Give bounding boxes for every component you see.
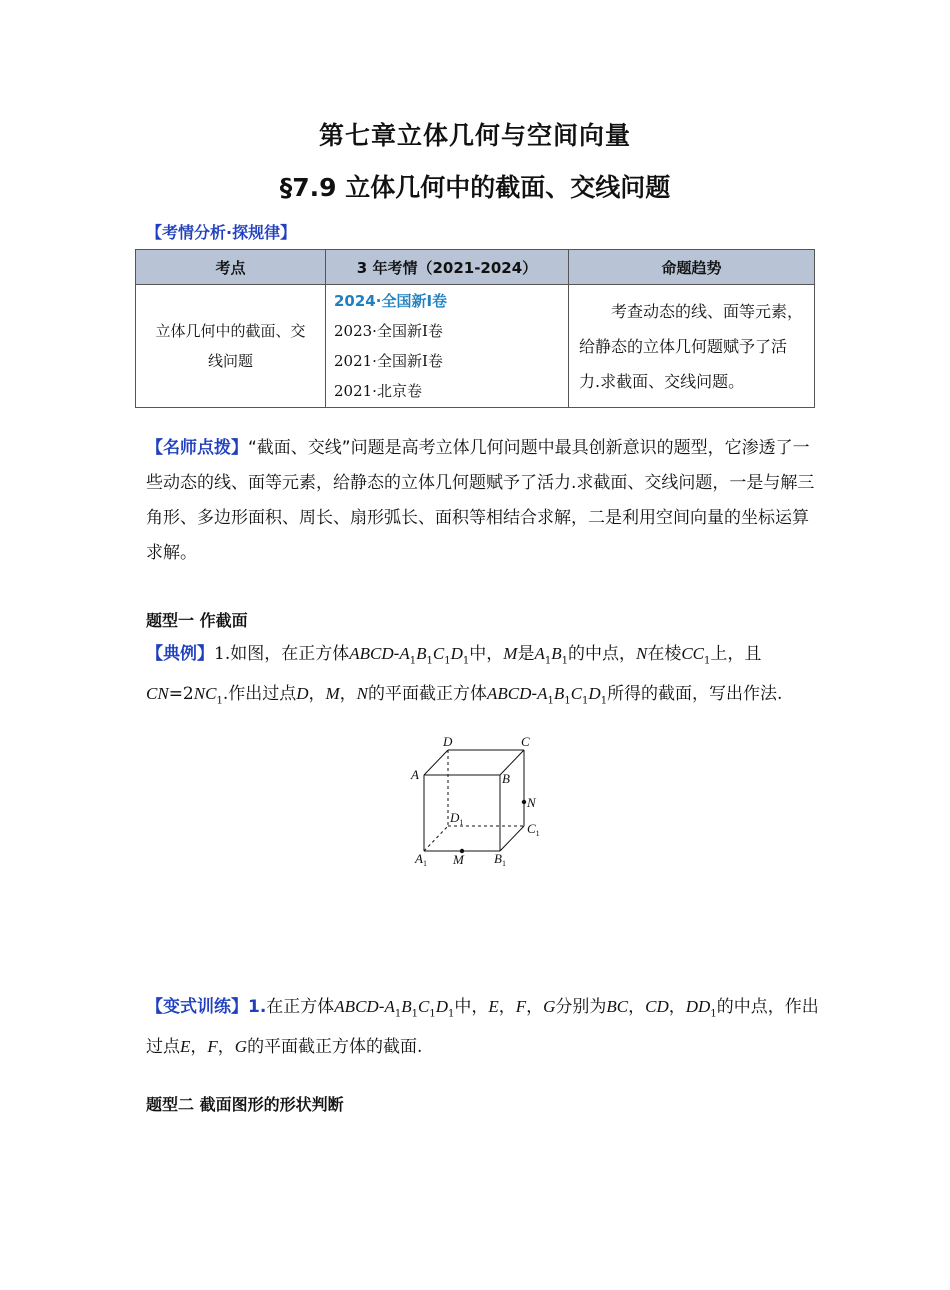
exams-cell xyxy=(326,285,569,408)
tips-text: “截面、交线”问题是高考立体几何问题中最具创新意识的题型，它渗透了一些动态的线、面等元素，给静态的立体几何题赋予了活力.求截面、交线问题，一是与解三角形、多边形面积、周长、扇形弧长、面积等相结合求解，二是利用空间向量的坐标运算求解。 xyxy=(146,438,815,563)
edge-AD xyxy=(424,750,448,775)
label-B: B xyxy=(502,771,510,786)
type1-title: 题型一 作截面 xyxy=(146,611,248,630)
example-paragraph: 【典例】1.如图，在正方体ABCD-$A_1B_1C_1D_1$中，M是$A_1B_1$的中点，N在棱$CC_1$上，且$CN=2NC_1$.作出过点D，M，N的平面截正方体ABCD-$A_1B_1C_1D_1$所得的截面，写出作法. xyxy=(146,644,783,707)
table-row xyxy=(136,285,815,408)
label-C1: $C_1$ xyxy=(527,821,540,838)
label-N: N xyxy=(527,795,536,810)
section-title: §7.9 立体几何中的截面、交线问题 xyxy=(279,173,671,202)
label-D1: $D_1$ xyxy=(450,810,464,827)
point-N xyxy=(522,800,526,804)
trend-text: 考查动态的线、面等元素，给静态的立体几何题赋予了活力.求截面、交线问题。 xyxy=(579,301,804,391)
practice-paragraph: 【变式训练】1.在正方体ABCD-$A_1B_1C_1D_1$中，E，F，G分别为BC，CD，$DD_1$的中点，作出过点E，F，G的平面截正方体的截面. xyxy=(146,997,819,1058)
exam-item: 2021·全国新Ⅰ卷 xyxy=(334,352,443,370)
exam-analysis-table xyxy=(135,249,815,408)
example-number: 1. xyxy=(214,644,231,664)
practice-tag: 【变式训练】 xyxy=(146,997,248,1017)
table-header: 考点 xyxy=(136,250,326,285)
label-B1: $B_1$ xyxy=(494,851,506,868)
practice-number: 1. xyxy=(248,997,267,1017)
table-header-row xyxy=(136,250,815,285)
tips-tag: 【名师点拨】 xyxy=(146,438,248,458)
label-D: D xyxy=(443,734,453,749)
analysis-header: 【考情分析·探规律】 xyxy=(146,223,297,242)
topic-text: 立体几何中的截面、交线问题 xyxy=(155,322,306,370)
label-A: A xyxy=(411,767,419,782)
trend-cell xyxy=(569,285,815,408)
label-C: C xyxy=(521,734,530,749)
example-tag: 【典例】 xyxy=(146,644,214,664)
label-A1: $A_1$ xyxy=(415,851,427,868)
exam-item: 2021·北京卷 xyxy=(334,382,422,400)
tips-paragraph xyxy=(146,431,816,571)
edge-A1D1 xyxy=(424,826,448,851)
table-header: 3 年考情（2021-2024） xyxy=(326,250,569,285)
edge-B1C1 xyxy=(500,826,524,851)
topic-cell xyxy=(136,285,326,408)
exam-item: 2023·全国新Ⅰ卷 xyxy=(334,322,443,340)
exam-item: 2024·全国新Ⅰ卷 xyxy=(334,292,448,310)
type2-title: 题型二 截面图形的形状判断 xyxy=(146,1095,344,1114)
label-M: M xyxy=(453,852,464,867)
table-header: 命题趋势 xyxy=(569,250,815,285)
cube-figure xyxy=(405,732,555,872)
chapter-title: 第七章立体几何与空间向量 xyxy=(318,121,631,150)
